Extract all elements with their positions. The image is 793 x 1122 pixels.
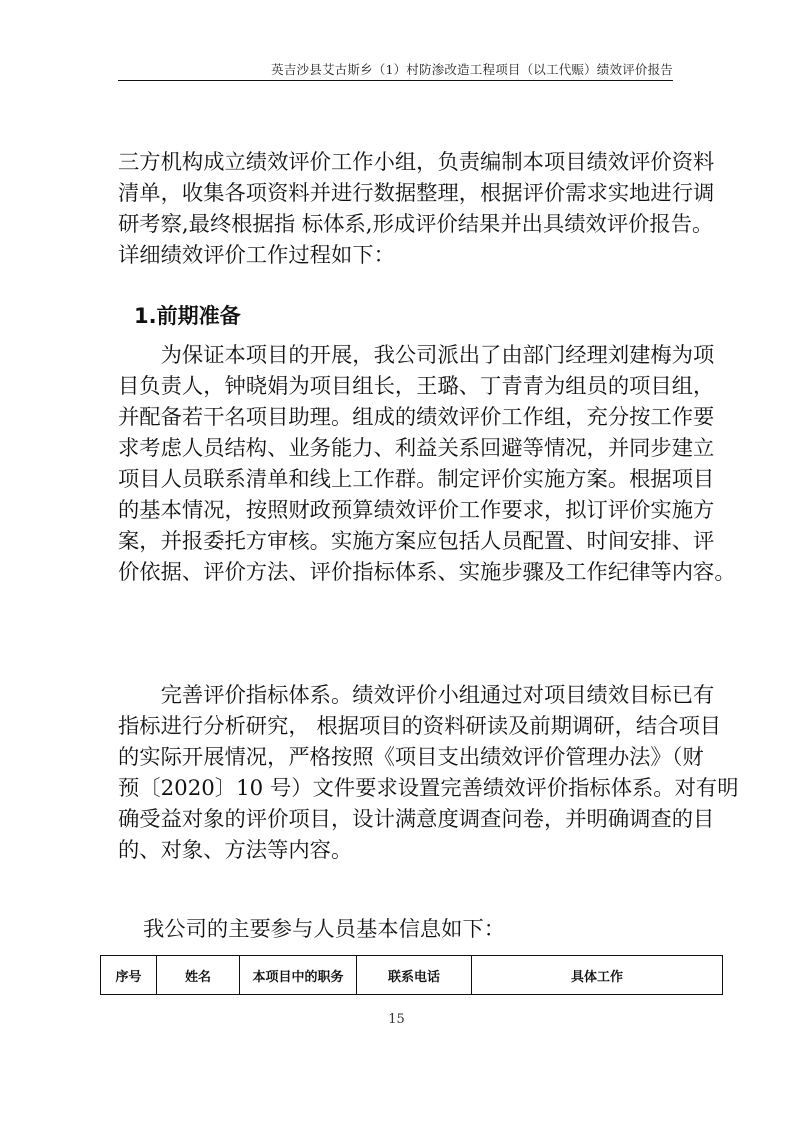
- text-line: 求考虑人员结构、业务能力、利益关系回避等情况，并同步建立: [118, 436, 715, 461]
- column-header: 联系电话: [357, 956, 472, 995]
- paragraph-2: [118, 340, 736, 588]
- text-line: 的、对象、方法等内容。: [118, 838, 353, 863]
- text-line: 完善评价指标体系。绩效评价小组通过对项目绩效目标已有: [118, 683, 715, 708]
- table-header-row: [101, 956, 723, 995]
- text-line: 详细绩效评价工作过程如下：: [118, 243, 395, 268]
- text-line: 清单，收集各项资料并进行数据整理，根据评价需求实地进行调: [118, 181, 715, 206]
- column-header: 具体工作: [472, 956, 723, 995]
- table-intro: 我公司的主要参与人员基本信息如下：: [143, 917, 506, 942]
- staff-table: [100, 955, 723, 995]
- text-line: 并配备若干名项目助理。组成的绩效评价工作组，充分按工作要: [118, 405, 715, 430]
- header-title: 英吉沙县艾古斯乡（1）村防渗改造工程项目（以工代赈）绩效评价报告: [271, 62, 673, 77]
- text-line: 指标进行分析研究， 根据项目的资料研读及前期调研，结合项目: [118, 714, 722, 739]
- paragraph-3: [118, 680, 739, 866]
- text-line: 案，并报委托方审核。实施方案应包括人员配置、时间安排、评: [118, 529, 715, 554]
- paragraph-1: [118, 147, 715, 271]
- text-line: 的基本情况，按照财政预算绩效评价工作要求，拟订评价实施方: [118, 498, 715, 523]
- text-line: 研考察,最终根据指 标体系,形成评价结果并出具绩效评价报告。: [118, 212, 714, 237]
- text-line: 三方机构成立绩效评价工作小组，负责编制本项目绩效评价资料: [118, 150, 715, 175]
- text-line: 目负责人，钟晓娟为项目组长，王璐、丁青青为组员的项目组，: [118, 374, 715, 399]
- column-header: 序号: [101, 956, 157, 995]
- header-rule: [118, 80, 673, 81]
- text-line: 的实际开展情况，严格按照《项目支出绩效评价管理办法》（财: [118, 745, 704, 770]
- text-line: 为保证本项目的开展，我公司派出了由部门经理刘建梅为项: [118, 343, 715, 368]
- text-line: 价依据、评价方法、评价指标体系、实施步骤及工作纪律等内容。: [118, 560, 736, 585]
- column-header: 姓名: [157, 956, 240, 995]
- page-number: 15: [388, 1012, 405, 1027]
- section-heading: 1.前期准备: [134, 304, 241, 328]
- text-line: 项目人员联系清单和线上工作群。制定评价实施方案。根据项目: [118, 467, 715, 492]
- column-header: 本项目中的职务: [240, 956, 357, 995]
- text-line: 预〔2020〕10 号）文件要求设置完善绩效评价指标体系。对有明: [118, 776, 739, 801]
- text-line: 确受益对象的评价项目，设计满意度调查问卷，并明确调查的目: [118, 807, 715, 832]
